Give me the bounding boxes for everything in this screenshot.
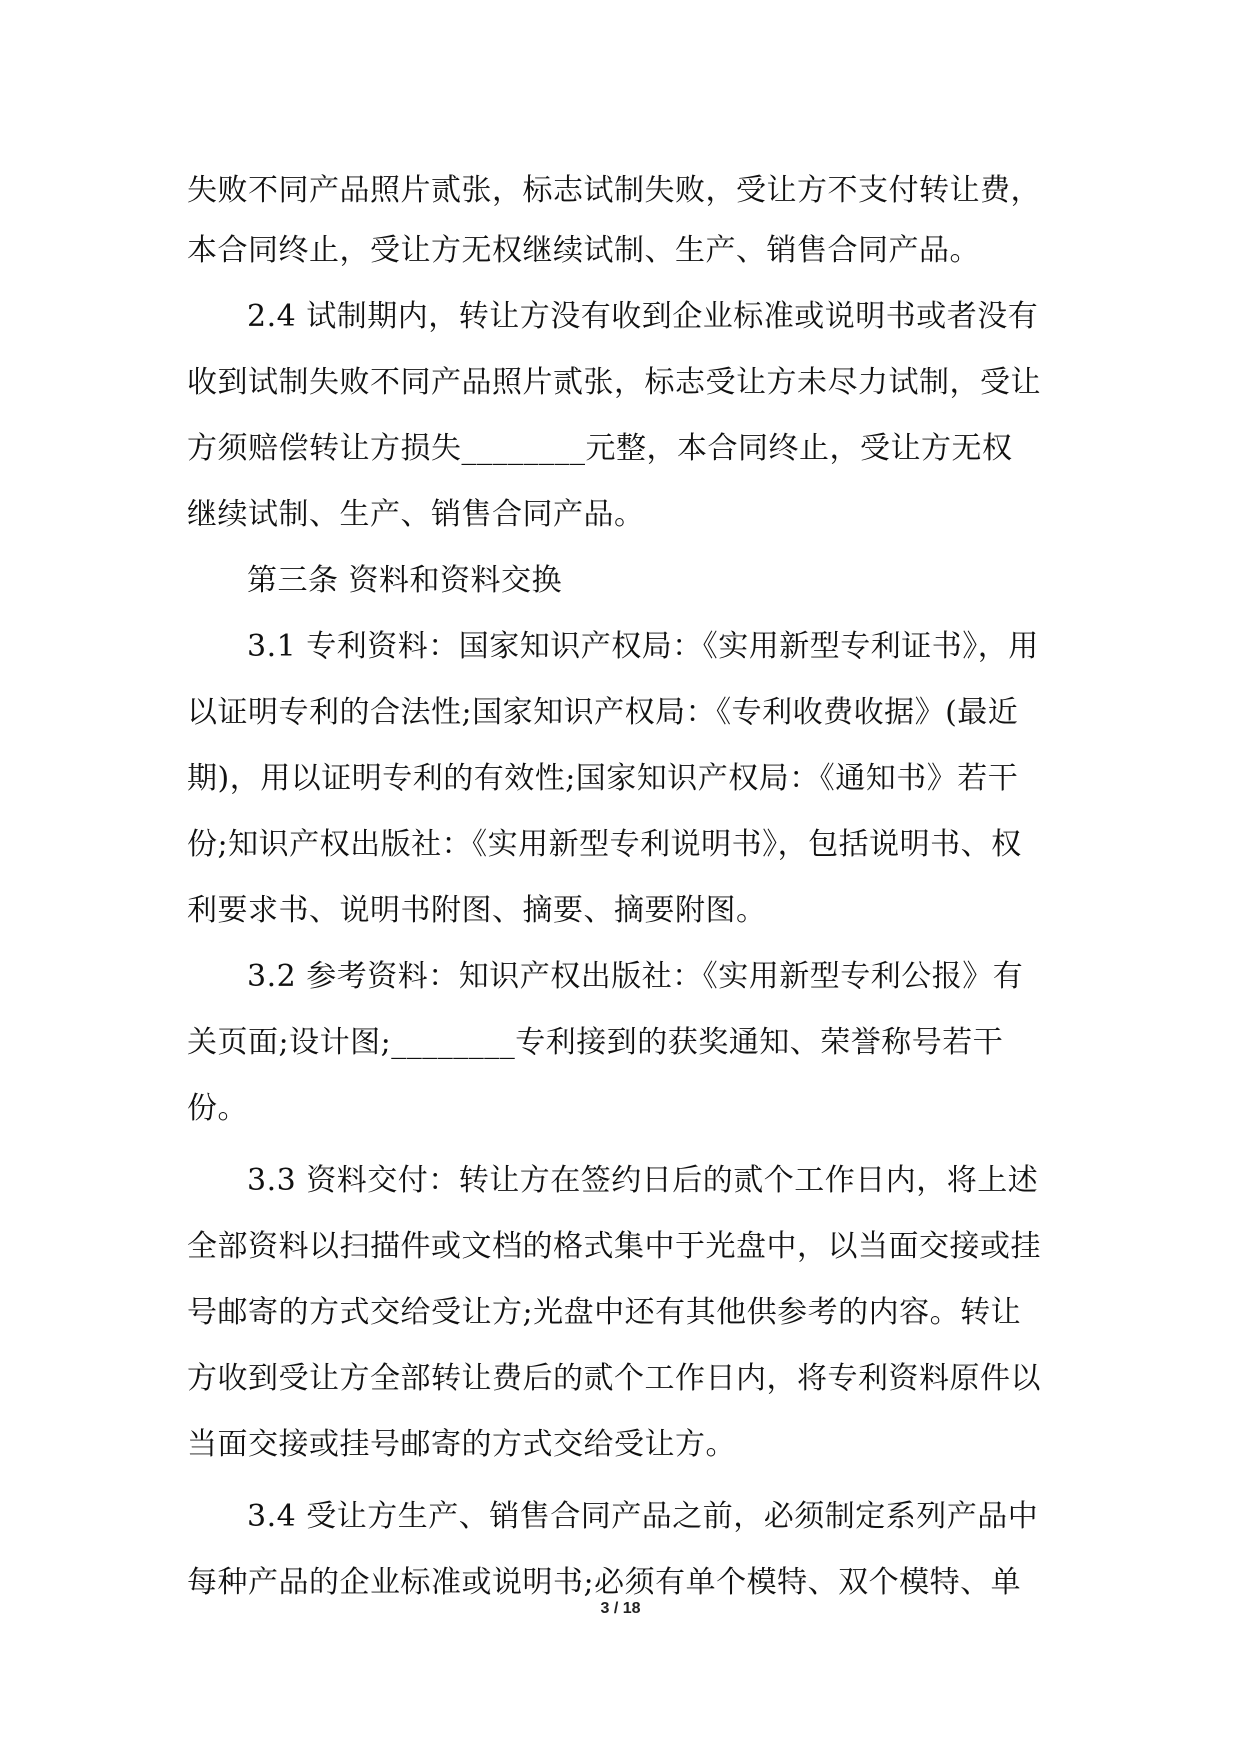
text-line: 方收到受让方全部转让费后的贰个工作日内，将专利资料原件以 [187,1361,1041,1396]
text-line: 份。 [187,1091,248,1126]
text-line: 失败不同产品照片贰张，标志试制失败，受让方不支付转让费， [187,173,1041,208]
text-line: 本合同终止，受让方无权继续试制、生产、销售合同产品。 [187,233,980,268]
text-line: 收到试制失败不同产品照片贰张，标志受让方未尽力试制，受让 [187,365,1041,400]
paragraph-3-4-start: 3.4 受让方生产、销售合同产品之前，必须制定系列产品中 [247,1499,1039,1534]
text-line: 利要求书、说明书附图、摘要、摘要附图。 [187,893,767,928]
text-line: 期)，用以证明专利的有效性;国家知识产权局：《通知书》若干 [187,761,1019,796]
paragraph-3-1-start: 3.1 专利资料：国家知识产权局：《实用新型专利证书》，用 [247,629,1039,664]
text-line: 以证明专利的合法性;国家知识产权局：《专利收费收据》(最近 [187,695,1019,730]
text-line: 全部资料以扫描件或文档的格式集中于光盘中，以当面交接或挂 [187,1229,1041,1264]
text-line: 继续试制、生产、销售合同产品。 [187,497,645,532]
page-number: 3 / 18 [600,1600,641,1617]
text-line: 关页面;设计图;________专利接到的获奖通知、荣誉称号若干 [187,1025,1004,1060]
text-line: 方须赔偿转让方损失________元整，本合同终止，受让方无权 [187,431,1013,466]
text-line: 份;知识产权出版社：《实用新型专利说明书》，包括说明书、权 [187,827,1022,862]
paragraph-3-2-start: 3.2 参考资料：知识产权出版社：《实用新型专利公报》有 [247,959,1024,994]
paragraph-2-4-start: 2.4 试制期内，转让方没有收到企业标准或说明书或者没有 [247,299,1039,334]
text-line: 当面交接或挂号邮寄的方式交给受让方。 [187,1427,736,1462]
section-heading-article-3: 第三条 资料和资料交换 [247,563,563,598]
paragraph-3-3-start: 3.3 资料交付：转让方在签约日后的贰个工作日内，将上述 [247,1163,1039,1198]
text-line: 号邮寄的方式交给受让方;光盘中还有其他供参考的内容。转让 [187,1295,1022,1330]
text-line: 每种产品的企业标准或说明书;必须有单个模特、双个模特、单 [187,1565,1022,1600]
